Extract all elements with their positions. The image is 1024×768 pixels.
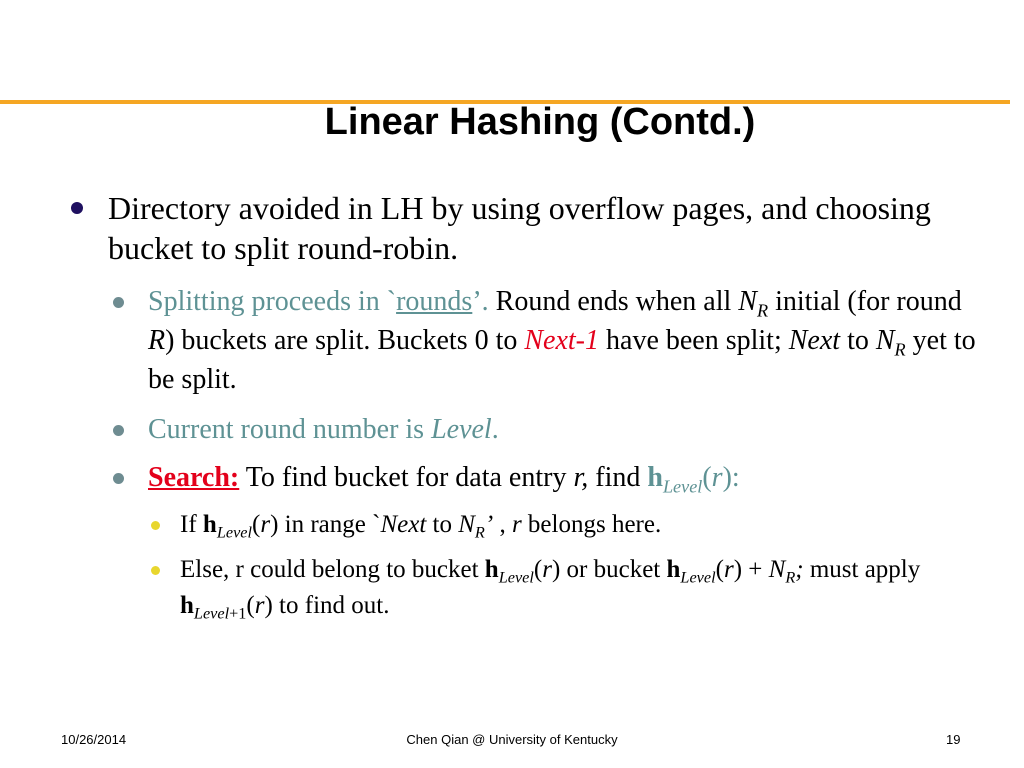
bullet-splitting xyxy=(148,282,988,399)
text-fragment: h xyxy=(202,511,217,538)
subscript-plus-one: +1 xyxy=(229,604,247,623)
slide-title: Linear Hashing (Contd.) xyxy=(324,101,756,143)
text-fragment: h xyxy=(647,462,663,493)
bullet-dot-icon xyxy=(113,425,124,436)
search-label: Search: xyxy=(148,462,240,493)
text-fragment: Else, r could belong to bucket xyxy=(180,556,485,583)
text-fragment: ( xyxy=(715,556,724,583)
text-fragment: ) or bucket xyxy=(551,556,667,583)
text-fragment: r xyxy=(711,462,723,493)
rounds-link-text: rounds xyxy=(396,286,473,317)
footer-author: Chen Qian @ University of Kentucky xyxy=(406,732,618,747)
text-fragment: Next xyxy=(380,511,427,538)
bullet-dot-icon xyxy=(71,202,83,214)
text-fragment: N xyxy=(738,286,757,317)
subscript xyxy=(194,605,247,623)
subscript: R xyxy=(756,300,769,321)
text-fragment: h xyxy=(666,556,681,583)
text-fragment: Current round number is xyxy=(148,414,432,445)
text-fragment: to xyxy=(426,511,459,538)
bullet-else xyxy=(180,552,990,624)
text-fragment: ) + xyxy=(733,556,769,583)
subscript: Level xyxy=(680,568,716,587)
text-fragment: initial (for round xyxy=(768,286,962,317)
text-fragment: . xyxy=(491,414,499,445)
text-fragment: ; xyxy=(795,556,804,583)
text-fragment: Next xyxy=(788,325,841,356)
subscript: R xyxy=(785,568,796,587)
text-fragment: , xyxy=(493,511,512,538)
subscript: Level xyxy=(498,568,534,587)
subscript: Level xyxy=(216,523,253,542)
text-fragment: N xyxy=(458,511,475,538)
text-fragment: h xyxy=(484,556,499,583)
bullet-dot-icon xyxy=(151,566,160,575)
text-fragment: h xyxy=(180,592,194,619)
text-fragment: Splitting proceeds in ` xyxy=(148,286,397,317)
subscript: Level xyxy=(662,476,703,497)
subscript-level: Level xyxy=(193,604,230,623)
bullet-dot-icon xyxy=(113,297,124,308)
text-fragment: r xyxy=(260,511,271,538)
text-fragment: ( xyxy=(533,556,543,583)
text-fragment: ) to find out. xyxy=(264,592,390,619)
text-fragment: must apply xyxy=(803,556,921,583)
text-fragment: If xyxy=(180,511,203,538)
text-fragment: ) in range ` xyxy=(270,511,381,538)
text-fragment: belongs here. xyxy=(521,511,662,538)
bullet-dot-icon xyxy=(113,473,124,484)
text-fragment: To find bucket for data entry xyxy=(239,462,574,493)
bullet-dot-icon xyxy=(151,521,160,530)
text-fragment: r xyxy=(542,556,552,583)
text-fragment: Round ends when all xyxy=(488,286,739,317)
text-fragment: r xyxy=(511,511,522,538)
subscript: R xyxy=(474,523,485,542)
text-fragment: have been split; xyxy=(599,325,789,356)
bullet-directory xyxy=(108,188,988,268)
text-fragment: ( xyxy=(246,592,255,619)
bullet-search xyxy=(148,458,988,497)
text-fragment: ( xyxy=(252,511,261,538)
bullet-if-in-range xyxy=(180,507,990,543)
bullet-current-round xyxy=(148,410,988,449)
text-fragment: yet to be split. xyxy=(148,325,976,395)
text-fragment: N xyxy=(875,325,895,356)
text-fragment: r, xyxy=(573,462,589,493)
text-fragment: r xyxy=(254,592,265,619)
text-fragment: ’ xyxy=(484,511,494,538)
footer-page-number: 19 xyxy=(946,732,961,747)
text-fragment: r xyxy=(723,556,734,583)
text-fragment: ): xyxy=(722,462,740,493)
bullet-text: Directory avoided in LH by using overflow pages, and choosing bucket to split round-robin. xyxy=(108,190,931,266)
text-fragment: find xyxy=(588,462,648,493)
text-fragment: ’. xyxy=(472,286,489,317)
footer-date: 10/26/2014 xyxy=(61,732,127,747)
text-fragment: N xyxy=(768,556,786,583)
text-fragment: to xyxy=(840,325,876,356)
subscript: R xyxy=(894,339,906,360)
next-minus-one: Next-1 xyxy=(524,325,600,356)
text-fragment: Level xyxy=(431,414,492,445)
text-fragment: R xyxy=(148,325,166,356)
text-fragment: ) buckets are split. Buckets 0 to xyxy=(165,325,525,356)
text-fragment: ( xyxy=(702,462,712,493)
